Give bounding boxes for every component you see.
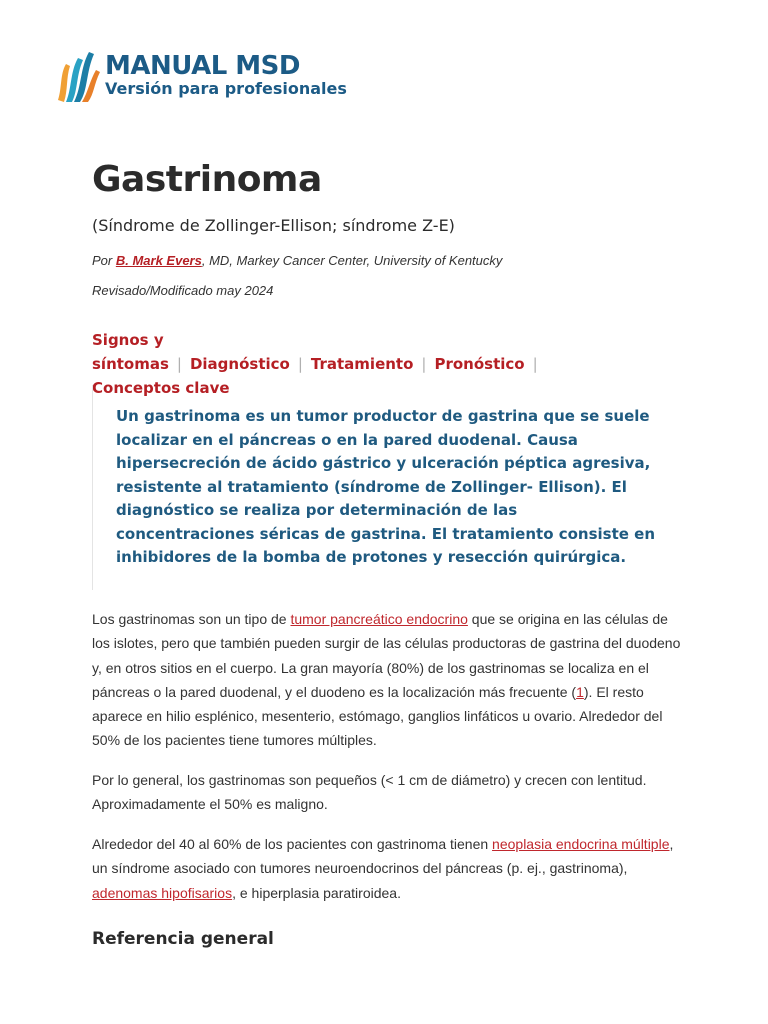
author-line <box>92 251 502 271</box>
toc-separator: | <box>297 355 303 373</box>
author-affiliation: , MD, Markey Cancer Center, University of Kentucky <box>201 253 503 268</box>
text-span: Los gastrinomas son un tipo de <box>92 611 291 627</box>
paragraph-men <box>92 832 682 905</box>
text-span: Alrededor del 40 al 60% de los pacientes con gastrinoma tienen <box>92 836 493 852</box>
page-title: Gastrinoma <box>92 159 322 200</box>
toc-link-diagnostico[interactable]: Diagnóstico <box>189 355 290 373</box>
toc-separator: | <box>176 355 182 373</box>
reference-link-1[interactable]: 1 <box>576 683 584 700</box>
msd-logo-icon[interactable] <box>56 50 102 102</box>
author-link[interactable]: B. Mark Evers <box>115 253 202 268</box>
paragraph-size: Por lo general, los gastrinomas son pequeños (< 1 cm de diámetro) y crecen con lentitud. Aproximadamente el 50% es maligno. <box>92 772 647 813</box>
link-adenomas-hipofisarios[interactable]: adenomas hipofisarios <box>92 884 233 901</box>
author-prefix: Por <box>92 253 116 268</box>
text-span: ). El resto aparece en hilio esplénico, mesenterio, estómago, ganglios linfáticos u ovario. Alrededor del 50% de los pacientes tiene tumores múltiples. <box>92 683 663 749</box>
toc-link-conceptos-clave[interactable]: Conceptos clave <box>92 379 230 397</box>
text-span: que se origina en las células de los islotes, pero que también pueden surgir de las células productoras de gastrina del duodeno y, en otros sitios en el cuerpo. La gran mayoría (80%) de los gastrinomas se localiza en el páncreas o la pared duodenal, y el duodeno es la localización más frecuente ( <box>92 611 681 700</box>
text-span: , e hiperplasia paratiroidea. <box>232 884 401 901</box>
toc-link-signos[interactable]: Signos y síntomas <box>92 331 169 373</box>
reference-heading: Referencia general <box>92 929 274 949</box>
toc-separator: | <box>421 355 427 373</box>
paragraph-intro <box>92 607 682 753</box>
toc-link-tratamiento[interactable]: Tratamiento <box>310 355 414 373</box>
text-span: , un síndrome asociado con tumores neuroendocrinos del páncreas (p. ej., gastrinoma), <box>92 836 674 877</box>
summary-text: Un gastrinoma es un tumor productor de gastrina que se suele localizar en el páncreas o en la pared duodenal. Causa hipersecreción de ácido gástrico y ulceración péptica agresiva, resistente al tratamiento (síndrome de Zollinger- Ellison). El diagnóstico se realiza por determinación de las concentraciones séricas de gastrina. El tratamiento consiste en inhibidores de la bomba de protones y resección quirúrgica. <box>116 407 656 566</box>
brand-title: MANUAL MSD <box>105 51 300 81</box>
summary-box <box>92 385 663 590</box>
page-subtitle: (Síndrome de Zollinger-Ellison; síndrome Z-E) <box>92 216 455 235</box>
toc-link-pronostico[interactable]: Pronóstico <box>434 355 525 373</box>
revision-date: Revisado/Modificado may 2024 <box>92 283 274 298</box>
site-header[interactable] <box>56 48 376 104</box>
toc-separator: | <box>532 355 538 373</box>
link-tumor-pancreatico[interactable]: tumor pancreático endocrino <box>290 611 468 627</box>
link-neoplasia-endocrina[interactable]: neoplasia endocrina múltiple <box>492 836 670 852</box>
brand-subtitle: Versión para profesionales <box>105 79 347 98</box>
